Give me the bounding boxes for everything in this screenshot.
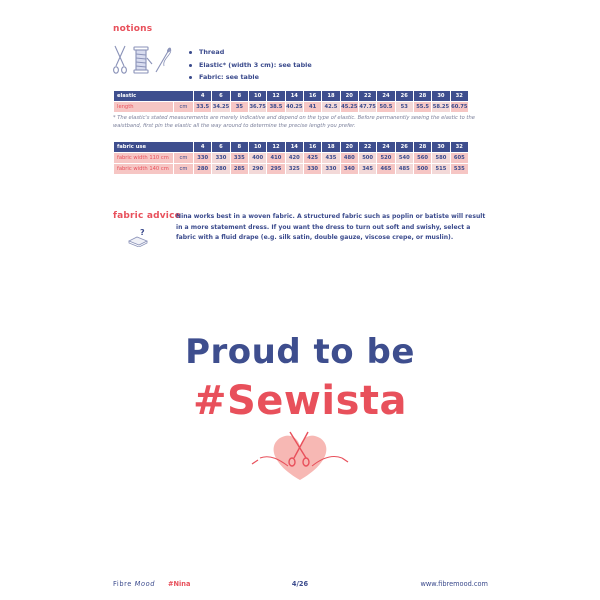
table-cell: 330 [303,164,321,175]
table-cell: 55.5 [413,102,431,113]
slogan-line-1: Proud to be [185,332,415,372]
size-header: 20 [340,91,358,102]
size-header: 12 [267,91,285,102]
fabric-advice-text: Nina works best in a woven fabric. A structured fabric such as poplin or batiste will result in a more statement dress. If you want the dress to turn out soft and swishy, select a fabric with a fluid drape (e.g. silk satin, double gauze, viscose crepe, or muslin). [176,213,486,242]
table-cell: 280 [212,164,230,175]
size-header: 22 [358,91,376,102]
table-cell: 47.75 [358,102,376,113]
size-header: 6 [212,91,230,102]
heart-sewing-icon [250,424,350,484]
fabric-header-label: fabric use [114,142,194,153]
table-cell: 330 [212,153,230,164]
table-cell: 465 [377,164,395,175]
size-header: 14 [285,91,303,102]
row-unit: cm [174,153,194,164]
table-cell: 340 [340,164,358,175]
table-cell: 330 [194,153,212,164]
table-cell: 45.25 [340,102,358,113]
table-cell: 325 [285,164,303,175]
website-url: www.fibremood.com [420,580,488,588]
table-cell: 410 [267,153,285,164]
table-cell: 480 [340,153,358,164]
fabric-swatch-icon [127,227,149,247]
table-cell: 345 [358,164,376,175]
notion-elastic: Elastic* (width 3 cm): see table [188,59,312,72]
size-header: 32 [450,91,468,102]
scissors-icon [114,46,127,73]
table-cell: 335 [230,153,248,164]
size-header: 14 [285,142,303,153]
size-header: 28 [413,142,431,153]
table-cell: 60.75 [450,102,468,113]
table-cell: 41 [303,102,321,113]
size-header: 12 [267,142,285,153]
pattern-hashtag: #Nina [168,580,191,588]
table-cell: 500 [413,164,431,175]
table-cell: 58.25 [432,102,450,113]
svg-text:?: ? [140,228,145,237]
size-header: 24 [377,142,395,153]
notions-title: notions [113,24,153,34]
row-label: length [114,102,174,113]
row-unit: cm [174,164,194,175]
table-cell: 400 [248,153,266,164]
table-cell: 520 [377,153,395,164]
table-cell: 36.75 [248,102,266,113]
table-cell: 425 [303,153,321,164]
size-header: 26 [395,142,413,153]
table-cell: 35 [230,102,248,113]
notion-fabric: Fabric: see table [188,71,312,84]
table-cell: 535 [450,164,468,175]
row-label: fabric width 140 cm [114,164,174,175]
size-header: 4 [194,142,212,153]
table-cell: 515 [432,164,450,175]
size-header: 8 [230,91,248,102]
table-cell: 560 [413,153,431,164]
elastic-header-row [114,91,469,102]
size-header: 8 [230,142,248,153]
size-header: 16 [303,142,321,153]
size-header: 18 [322,91,340,102]
sewing-tools-icon [112,44,176,76]
size-header: 18 [322,142,340,153]
size-header: 6 [212,142,230,153]
table-cell: 485 [395,164,413,175]
slogan-line-2: #Sewista [192,378,408,424]
table-cell: 38.5 [267,102,285,113]
table-cell: 280 [194,164,212,175]
notion-thread: Thread [188,46,312,59]
table-cell: 540 [395,153,413,164]
size-header: 24 [377,91,395,102]
table-cell: 40.25 [285,102,303,113]
elastic-header-label: elastic [114,91,194,102]
table-cell: 50.5 [377,102,395,113]
table-cell: 290 [248,164,266,175]
table-cell: 605 [450,153,468,164]
size-header: 16 [303,91,321,102]
size-header: 30 [432,142,450,153]
brand-text-a: Fibre [113,580,135,588]
fabric-advice-title: fabric advice [113,211,181,221]
size-header: 10 [248,91,266,102]
elastic-note: * The elastic's stated measurements are merely indicative and depend on the type of elastic. Before permanently sewing the elastic to the waistband, first pin the elastic all the way around to determine the precise length you prefer. [113,115,475,130]
elastic-table [113,90,469,113]
size-header: 20 [340,142,358,153]
table-cell: 42.5 [322,102,340,113]
table-cell: 33.5 [194,102,212,113]
table-cell: 285 [230,164,248,175]
table-cell: 500 [358,153,376,164]
table-cell: 420 [285,153,303,164]
size-header: 32 [450,142,468,153]
table-cell: 295 [267,164,285,175]
size-header: 26 [395,91,413,102]
table-row [114,164,469,175]
row-label: fabric width 110 cm [114,153,174,164]
table-cell: 330 [322,164,340,175]
table-cell: 34.25 [212,102,230,113]
size-header: 22 [358,142,376,153]
size-header: 28 [413,91,431,102]
table-cell: 435 [322,153,340,164]
table-row [114,102,469,113]
fabric-use-table [113,141,469,175]
row-unit: cm [174,102,194,113]
notions-list [188,46,312,84]
table-cell: 53 [395,102,413,113]
brand-text-b: Mood [134,580,155,588]
size-header: 10 [248,142,266,153]
table-cell: 580 [432,153,450,164]
page-number: 4/26 [291,580,309,588]
size-header: 4 [194,91,212,102]
table-row [114,153,469,164]
fabric-header-row [114,142,469,153]
needle-icon [156,48,171,72]
thread-spool-icon [134,47,152,73]
size-header: 30 [432,91,450,102]
